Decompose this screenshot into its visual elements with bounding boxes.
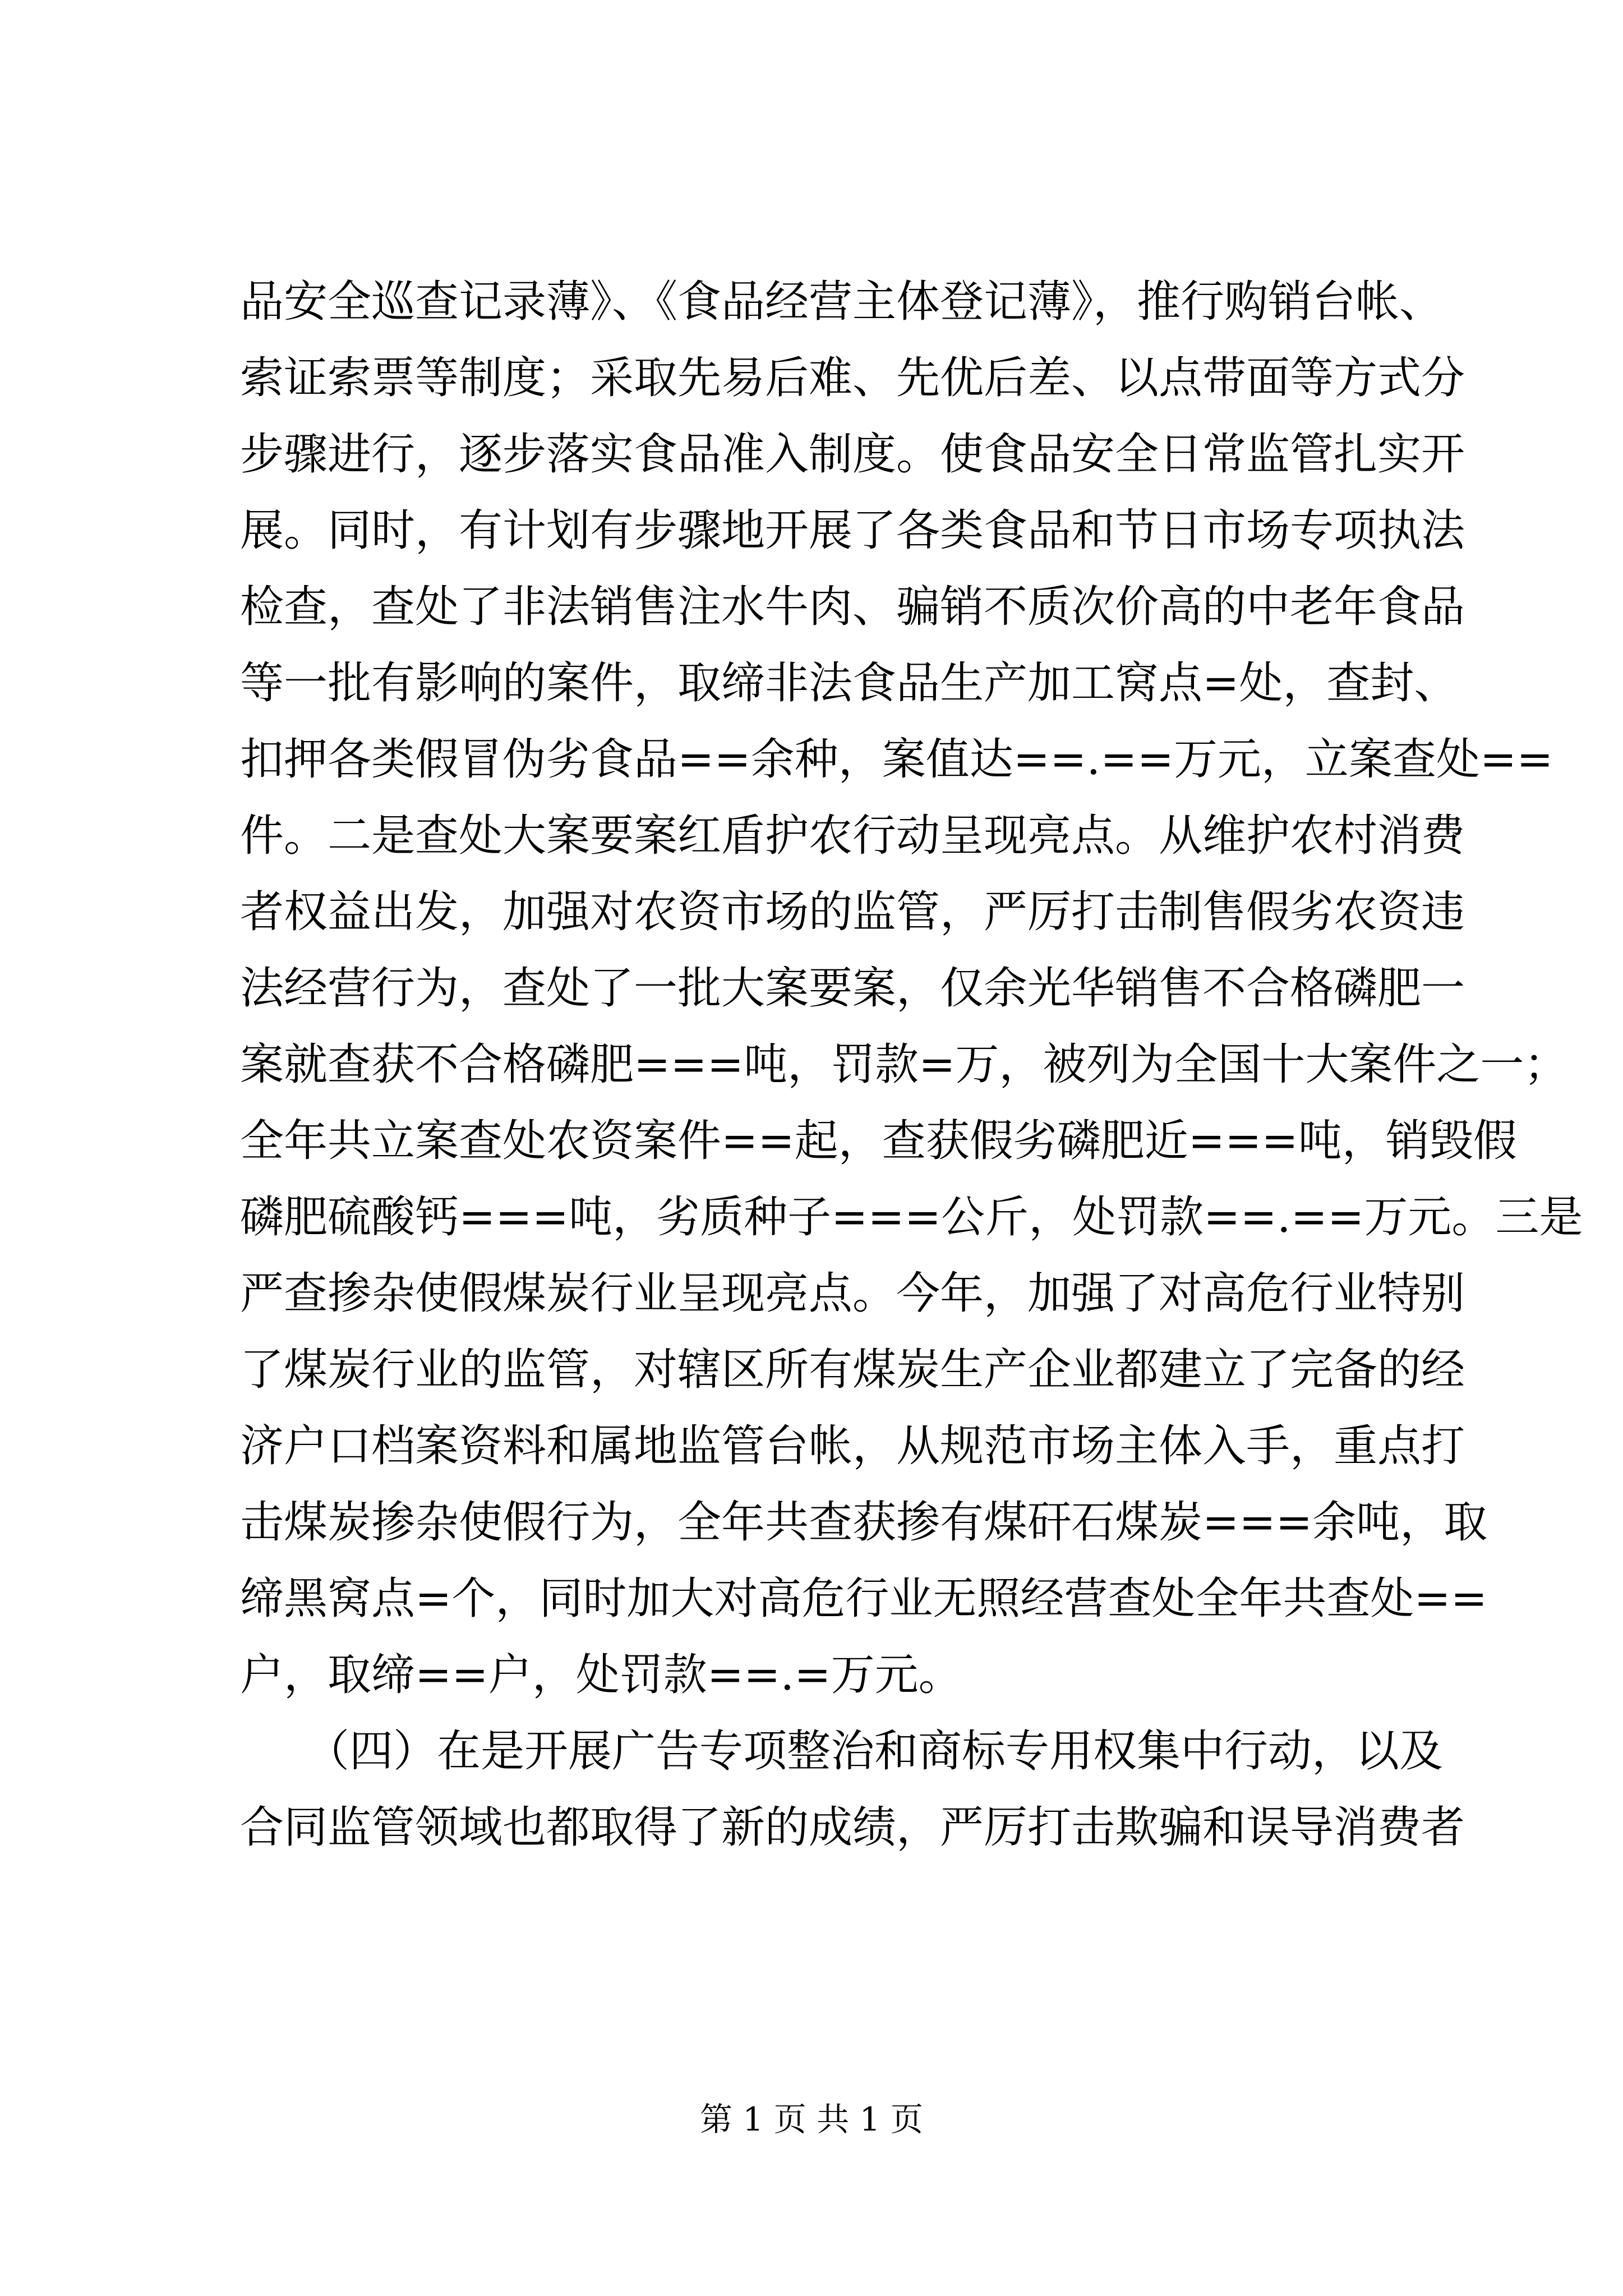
text-line: 者权益出发，加强对农资市场的监管，严厉打击制售假劣农资违	[240, 887, 1465, 937]
text-line: 检查，查处了非法销售注水牛肉、骗销不质次价高的中老年食品	[240, 582, 1465, 632]
paragraph-start-line: （四）在是开展广告专项整治和商标专用权集中行动，以及	[240, 1726, 1444, 1777]
text-line: 击煤炭掺杂使假行为，全年共查获掺有煤矸石煤炭===余吨，取	[240, 1497, 1488, 1548]
text-line: 步骤进行，逐步落实食品准入制度。使食品安全日常监管扎实开	[240, 429, 1465, 480]
page-number-footer: 第 1 页 共 1 页	[700, 2100, 923, 2138]
text-line: 合同监管领域也都取得了新的成绩，严厉打击欺骗和误导消费者	[240, 1802, 1465, 1853]
text-line: 缔黑窝点=个，同时加大对高危行业无照经营查处全年共查处==	[240, 1573, 1488, 1624]
paragraph-end-line: 户，取缔==户，处罚款==.=万元。	[240, 1650, 962, 1700]
text-line: 展。同时，有计划有步骤地开展了各类食品和节日市场专项执法	[240, 505, 1465, 556]
text-line: 件。二是查处大案要案红盾护农行动呈现亮点。从维护农村消费	[240, 811, 1465, 861]
body-text	[240, 264, 1583, 1866]
text-line: 索证索票等制度；采取先易后难、先优后差、以点带面等方式分	[240, 353, 1465, 403]
text-line: 济户口档案资料和属地监管台帐，从规范市场主体入手，重点打	[240, 1421, 1465, 1471]
text-line: 严查掺杂使假煤炭行业呈现亮点。今年，加强了对高危行业特别	[240, 1268, 1465, 1319]
text-line: 磷肥硫酸钙===吨，劣质种子===公斤，处罚款==.==万元。三是	[240, 1192, 1583, 1243]
text-line: 了煤炭行业的监管，对辖区所有煤炭生产企业都建立了完备的经	[240, 1345, 1465, 1395]
text-line: 全年共立案查处农资案件==起，查获假劣磷肥近===吨，销毁假	[240, 1116, 1517, 1166]
text-line: 扣押各类假冒伪劣食品==余种，案值达==.==万元，立案查处==	[240, 734, 1553, 785]
text-line: 法经营行为，查处了一批大案要案，仅余光华销售不合格磷肥一	[240, 963, 1465, 1014]
text-line: 等一批有影响的案件，取缔非法食品生产加工窝点=处，查封、	[240, 658, 1458, 708]
text-line: 案就查获不合格磷肥===吨，罚款=万，被列为全国十大案件之一；	[240, 1039, 1568, 1090]
text-line: 品安全巡查记录薄》、《食品经营主体登记薄》，推行购销台帐、	[240, 277, 1444, 327]
